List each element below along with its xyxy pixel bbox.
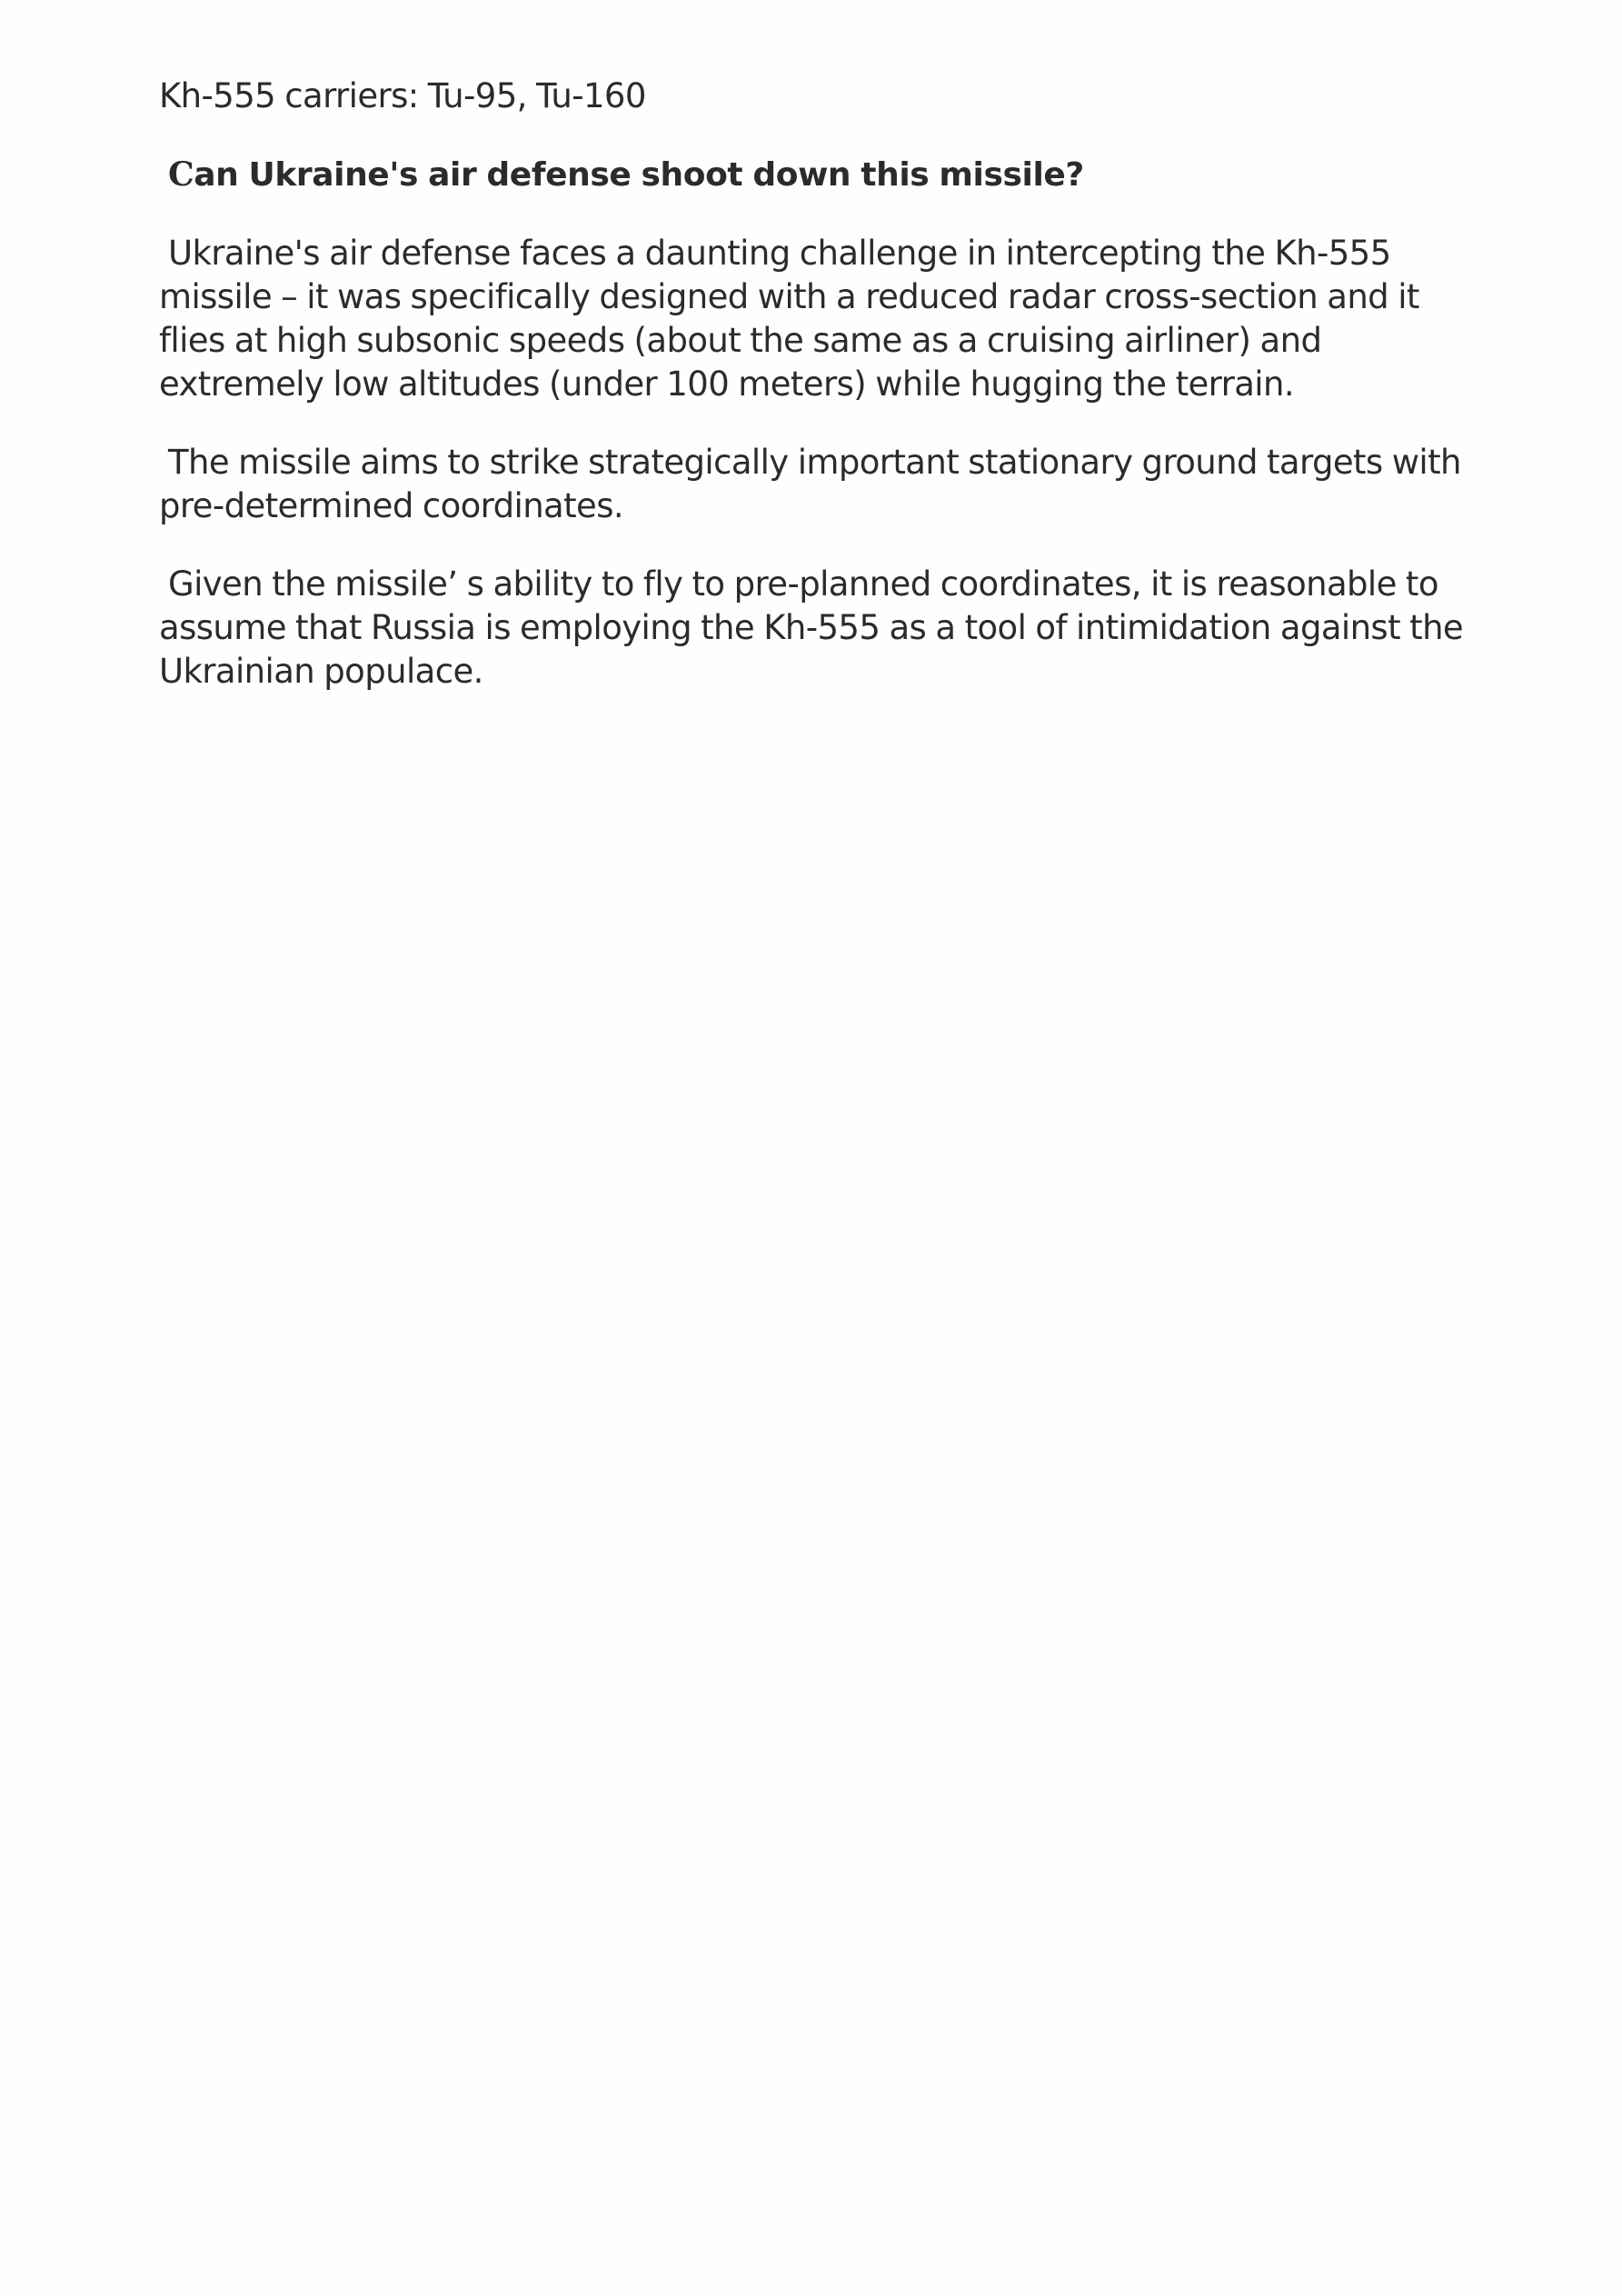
document-body — [159, 75, 1477, 728]
heading-dropcap: C — [168, 155, 194, 194]
paragraph-intimidation — [159, 563, 1477, 694]
paragraph-text: The missile aims to strike strategically important stationary ground targets with pre-determined coordinates. — [159, 443, 1461, 525]
section-heading — [159, 153, 1477, 197]
paragraph-text: Given the missile’ s ability to fly to pre-planned coordinates, it is reasonable to assume that Russia is employing the Kh-555 as a tool of intimidation against the Ukrainian populace. — [159, 564, 1464, 691]
paragraph-text: Ukraine's air defense faces a daunting challenge in intercepting the Kh-555 missile – it was specifically designed with a reduced radar cross-section and it flies at high subsonic speeds (about the same as a cruising airliner) and extremely low altitudes (under 100 meters) while hugging the terrain. — [159, 234, 1419, 404]
paragraph-air-defense-challenge — [159, 232, 1477, 406]
carriers-line: Kh-555 carriers: Tu-95, Tu-160 — [159, 76, 646, 115]
heading-text: an Ukraine's air defense shoot down this missile? — [194, 156, 1084, 194]
paragraph-missile-targets — [159, 441, 1477, 528]
